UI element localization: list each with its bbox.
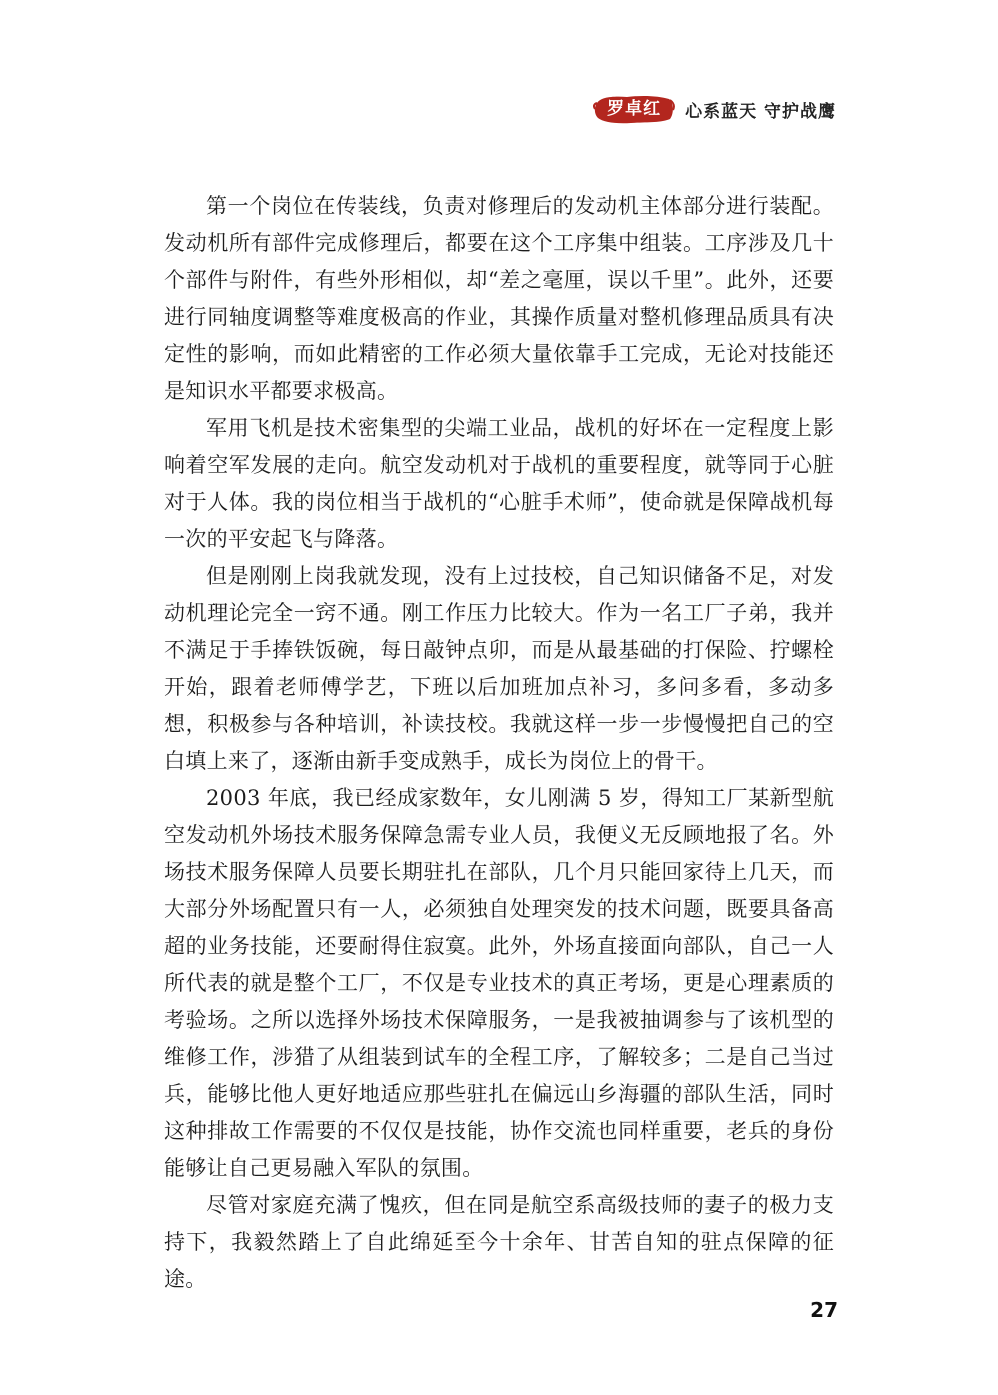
paragraph: 尽管对家庭充满了愧疚，但在同是航空系高级技师的妻子的极力支持下，我毅然踏上了自此绵延至今十余年、甘苦自知的驻点保障的征途。: [164, 1193, 834, 1291]
paragraph: 军用飞机是技术密集型的尖端工业品，战机的好坏在一定程度上影响着空军发展的走向。航空发动机对于战机的重要程度，就等同于心脏对于人体。我的岗位相当于战机的“心脏手术师”，使命就是保障战机每一次的平安起飞与降落。: [164, 416, 834, 551]
paragraph: 第一个岗位在传装线，负责对修理后的发动机主体部分进行装配。发动机所有部件完成修理后，都要在这个工序集中组装。工序涉及几十个部件与附件，有些外形相似，却“差之毫厘，误以千里”。此外，还要进行同轴度调整等难度极高的作业，其操作质量对整机修理品质具有决定性的影响，而如此精密的工作必须大量依靠手工完成，无论对技能还是知识水平都要求极高。: [164, 194, 834, 403]
paragraph: 2003 年底，我已经成家数年，女儿刚满 5 岁，得知工厂某新型航空发动机外场技术服务保障急需专业人员，我便义无反顾地报了名。外场技术服务保障人员要长期驻扎在部队，几个月只能回家待上几天，而大部分外场配置只有一人，必须独自处理突发的技术问题，既要具备高超的业务技能，还要耐得住寂寞。此外，外场直接面向部队，自己一人所代表的就是整个工厂，不仅是专业技术的真正考场，更是心理素质的考验场。之所以选择外场技术保障服务，一是我被抽调参与了该机型的维修工作，涉猎了从组装到试车的全程工序，了解较多；二是自己当过兵，能够比他人更好地适应那些驻扎在偏远山乡海疆的部队生活，同时这种排故工作需要的不仅仅是技能，协作交流也同样重要，老兵的身份能够让自己更易融入军队的氛围。: [164, 786, 834, 1180]
author-seal: [593, 94, 675, 124]
body-text: [164, 188, 834, 1298]
running-header: [593, 92, 836, 126]
chapter-title: 心系蓝天 守护战鹰: [685, 101, 836, 122]
page-number: 27: [810, 1298, 838, 1322]
author-name: 罗卓红: [607, 99, 662, 119]
paragraph: 但是刚刚上岗我就发现，没有上过技校，自己知识储备不足，对发动机理论完全一窍不通。刚工作压力比较大。作为一名工厂子弟，我并不满足于手捧铁饭碗，每日敲钟点卯，而是从最基础的打保险、拧螺栓开始，跟着老师傅学艺，下班以后加班加点补习，多问多看，多动多想，积极参与各种培训，补读技校。我就这样一步一步慢慢把自己的空白填上来了，逐渐由新手变成熟手，成长为岗位上的骨干。: [164, 564, 834, 773]
